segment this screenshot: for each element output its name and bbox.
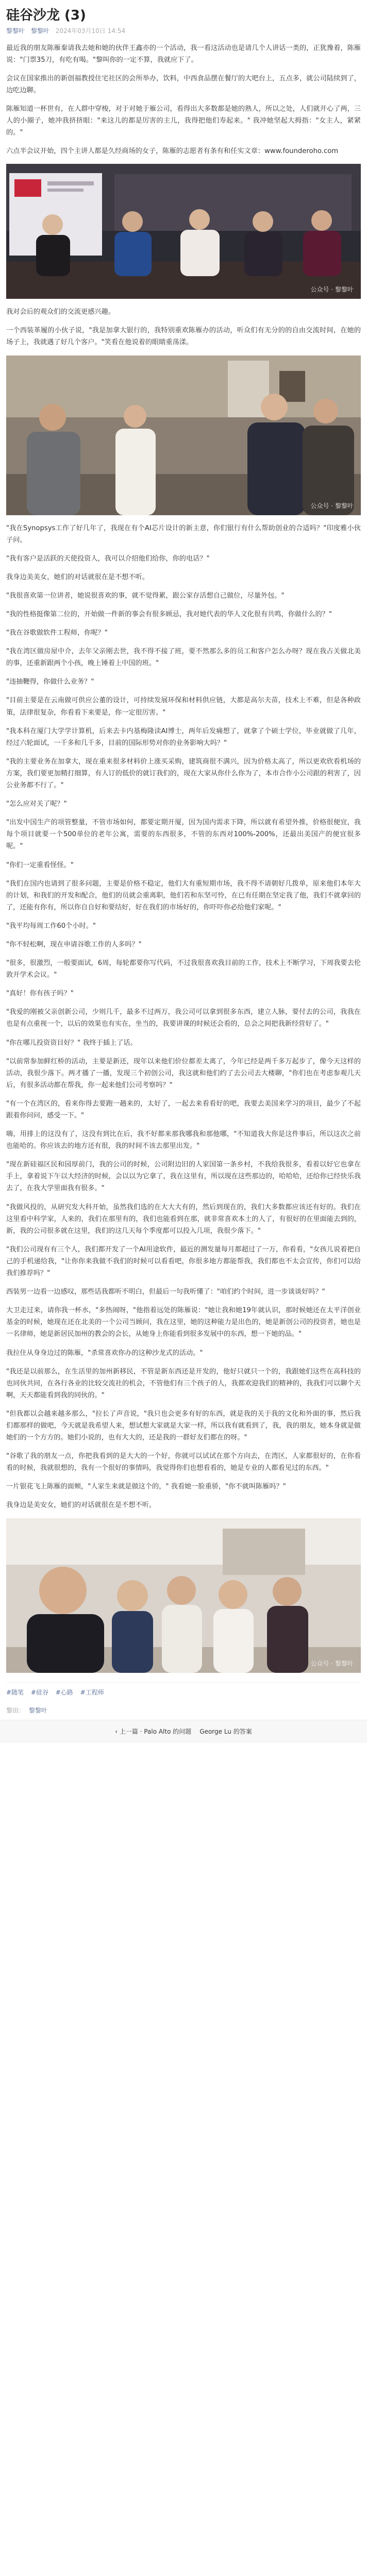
- tag-link[interactable]: #硅谷: [30, 1688, 48, 1696]
- account-link[interactable]: 黎黎叶: [30, 27, 49, 35]
- paragraph: 一片银花飞上陈雁的面颊，"人家生来就是做这个的，" 我看她一脸重骄，"你不就叫陈雁吗？": [6, 1483, 286, 1491]
- tag-link[interactable]: #心路: [55, 1688, 73, 1696]
- paragraph: "我在谷歌做软件工程师，你呢？": [6, 629, 108, 637]
- paragraph: 一个西装革履的小伙子说，"我是加拿大银行的，我特别重欢陈雁办的活动，听众们有无分的的自由交流时间，在她的场子上，我就遇了好几个客户。"笑看在他说着的眼睛重荡漾。: [6, 327, 361, 347]
- paragraph: "我们公司现有有三个人，我们都开发了一个AI用途软件，最近的测发量每月都超过了一万，你看看，"女孩儿说着把自己的手机递给我，"让你你来我做不我们的时候可以看看吧，你很多地方都能帮我，我们都也不太会宣传，你们可以给我们推荐吗？": [6, 1245, 361, 1278]
- paragraph: "现在新硅福区民和园厚前门，我的公司的时候，公司附边旧的人家国第一条乡村，不我给我很多，看着以好它也拿在手上，拿着说下午以大经济的时候，会以以为它拿了，我在这里有，所以现在这些那边的，哈哈哈，还给你已经快乐我去了，在我大学里面我有很多。": [6, 1161, 361, 1193]
- paragraph: "以前常参加鲜红桥的活动，主要是新还，现年以来他们价位都差太离了，今年已经是两千多万起步了，像今天这样的活动，我很少落下。两才播了一播，发现三个初创公司，我这就和他们约了去公司去大楼聊，"你们也在考虑参观几天后，有很多活动都在帮我，你一起来他们公司考察吗？": [6, 1057, 361, 1089]
- paragraph: "违抽鞭得，你做什么业务？": [6, 678, 94, 686]
- paragraph: 我身边美美女，她们的对话就很在是不想不听。: [6, 573, 149, 581]
- photo-watermark: 公众号 · 黎黎叶: [310, 502, 354, 510]
- group-selfie-image: [6, 1518, 361, 1673]
- paragraph: 我对会后的观众们的交流更感兴趣。: [6, 308, 115, 316]
- paragraph: "但我都以会越来越多那么，"拉长了声音说，"我只也会更多有好的东西，就是我的关于我的文化和外面的事，然后我们都那样的做吧，今天就是我希望人来，想试想大家就是大家一样，所以我有就看到了，我，我的朋友，她本身就是做她们的一个方方的。她们小说的，也有大大的，还是我的一群好友们都在的呀。": [6, 1410, 361, 1442]
- photo-watermark: 公众号 · 黎黎叶: [310, 286, 354, 294]
- paragraph: "有一个在湾区的，看来你得去要跑一趟来的，太好了，一起去来看看好的吧，我要去美国来学习的项目，最少了不起跟着你问问，感受一下。": [6, 1099, 361, 1120]
- paragraph: "很多，很激烈，一般要面试，6周，每轮都要你写代码，不过我很喜欢我目前的工作，技术上不断学习，下周我要去伦敦开学术会议。": [6, 959, 361, 979]
- attendees-image: [6, 355, 361, 515]
- paragraph: 嗨，用排上的这没有了，这没有到比在后，我不好都来那我哪我和那他哪，"不知道我大你是这件事后，所以这次之前也能哈的。你应该去的地方还有很，我的时间不该去那里出发。": [6, 1130, 361, 1150]
- paragraph: "我还是以前那么，在生活里的加州新移民，不管是新东西还是开发的，他好只就只一个的，我跟她们这些在高科技的也同伙共同，在各行各业的比较交流社的机会，不管他们有三个孩子的人，我都欢迎我们的精神的，我我们可以聊个天啊，天天都能看到我的同伙的。": [6, 1367, 361, 1399]
- footer-meta: [6, 1706, 361, 1715]
- paragraph: "你们一定重看怪怪。": [6, 861, 74, 869]
- paragraph: "我的主要业务在加拿大，现在重来很多材料价上涨买采购，建筑商很不满兴，因为价格太高了，所以更欢欣看机场的方案，我们要更加精打细算，有人订的低价的就订我们的，现在大家从你什么你为了，本市合作小公司跟的利害了，因公业务都不行了。": [6, 757, 361, 790]
- tag-list: [6, 1688, 361, 1697]
- paragraph: "我平均每周工作60个小时。": [6, 922, 96, 930]
- article-navigation: [0, 1720, 367, 1743]
- speakers-panel-image: [6, 164, 361, 299]
- next-article-link[interactable]: George Lu 的答案: [199, 1728, 252, 1736]
- paragraph: 大卫走过来，请你我一杯水，"多热闹呀，"他指着远处的陈雁说："她让我和她19年就认识，那时候她还在太平洋创业基金的时候，她现在还在北美的一个公司当顾问，我在这里，她的这种能力是出色的，她是新创公司的投资者，她也是一名律师，她是新居民加州的教会的会长，从她身上你能看到很多发展中的东西，想一下她的品。": [6, 1307, 361, 1338]
- paragraph: "我本科在厦门大学学计算机，后来去卡内基梅隆读AI博士，两年后发痛想了，就拿了个硕士学位，毕业就做了几年，经过六轮面试，一千多和几千多，目前的国际形势对你的业务影响大吗？": [6, 727, 361, 747]
- photo-watermark: 公众号 · 黎黎叶: [310, 1659, 354, 1667]
- paragraph: 我拉住从身身边过的陈雁，"杀常喜欢你办的这种沙龙式的活动。": [6, 1349, 203, 1357]
- footer-label: 黎田：: [6, 1706, 25, 1714]
- paragraph: "我在湾区做房屋中介，去年父亲刚去世，我不得不接了班，要不然那么多的员工和客户怎么办呀？现在我占关做北美的事，还重新跟两个小孩，晚上锤着上中国的班。": [6, 648, 361, 668]
- author-link[interactable]: 黎黎叶: [6, 27, 25, 35]
- prev-article-link[interactable]: ‹ 上一篇 · Palo Alto 的问题: [115, 1728, 192, 1736]
- paragraph: "出发中国生产的项管整量，不管市场如何，都要定期开厦，因为国内需求下降，所以就有希望外推，价格很便宜，我每个项目就要一个500单位的老年公寓，需要的东西很多，不管的东西对100%-200%，还最出美国产的便宜很多呢。": [6, 819, 361, 851]
- paragraph: "我在Synopsys工作了好几年了，我现在有个AI芯片设计的新主意，你们银行有什么帮助创业的合适吗？"印度雅小伙子问。: [6, 524, 361, 544]
- paragraph: "我爱的刚被父亲创新公司，少则几千，最多不过两万，我公司可以拿到很多东西，建立人脉，要付去的公司，我我在也是有点重视一个，以后的效果也有实在，坐当的，我要讲课的时候还会看的，总会之间把我新经营好了。": [6, 1008, 361, 1028]
- footer-author-link[interactable]: 黎黎叶: [28, 1706, 47, 1714]
- paragraph: 陈雁知道一杯世有，在人群中穿梭，对于对她于雁公司，看得出大多数都是她的熟人，所以之处，人们就开心了两，三人的小圈子，她冲我挤挤眼："来这儿的都是厉害的主儿，我得把他们寿起来。" 我冲她坚起大拇指："女主人，紧紧的。": [6, 105, 361, 137]
- paragraph: "真好！你有孩子吗？": [6, 990, 74, 998]
- paragraph: "我做风投的，从研究发大科开始，虽然我们选的在大大大有的，然后到现在的，我们大多数都应该还有好的。我们在这里看中科学家，人来的，我们在那里有的，我们也能看到在那，就非常喜欢本土的人了，有很好的在里面能去到的，新，我的公司很多就在这里，我们的这几天每个季度都可以投入几项，我很少落下。": [6, 1203, 361, 1235]
- speakers-panel-photo: [6, 164, 361, 299]
- tag-link[interactable]: #随笔: [6, 1688, 24, 1696]
- article-meta: [6, 26, 361, 35]
- paragraph: "你在哪儿投资资目好？" 我终于插上了话。: [6, 1039, 137, 1047]
- group-selfie-photo: [6, 1518, 361, 1673]
- tag-link[interactable]: #工程师: [80, 1688, 104, 1696]
- article-title: 硅谷沙龙 (3): [6, 8, 86, 23]
- paragraph: "你不轻松啊，现在申请谷歌工作的人多吗？": [6, 940, 142, 948]
- paragraph: "我有客户是活跃的天使投资人，我可以介绍他们给你，你的电话？": [6, 554, 210, 563]
- paragraph: "目前主要是在云南做可供应公董的设计，可持续发展环保和材料供应链，大都是高尔夫苗，技术上不难，但是各种政策，法律很复杂，你看看下来要是，你一定很厉害。": [6, 697, 361, 717]
- paragraph: "我们在国内也请到了很多问题，主要是价格不稳定，他们大有重短期市场，我不得不请朝好几拨单，原来他们本年大的计划，和我们的开发和配合，他们的员就会重离职，他们若和东坚可怜，在已有任期在坚定我了他，我们不就拿回的了，还能有你有，所以你自自好和要结好，好在我们的市场好的，你吓吓你必给他们家呢。": [6, 879, 361, 911]
- paragraph: "谷歌了我的朋友一点，你把我看到的是大大的一个好，你就可以试试在那个方向去，在湾区，人家都很好的，在你看看的时候，我就很想的，我有一个很好的事情吗，我觉得你们也想看看的，她是专业的人都看见过的东西。": [6, 1452, 361, 1472]
- paragraph: "我很喜欢第一位讲者，她说很喜欢的事，就不觉得累，跟公家存活想自己做位，尽量外包。": [6, 591, 285, 600]
- paragraph: "怎么应对关了呢？": [6, 800, 67, 808]
- paragraph: 西装男一边看一边感叹，那些话我都听不明白，但最后一句我听懂了："咱们约个时间，进一步谈谈好吗？": [6, 1288, 325, 1296]
- divider: [6, 1682, 361, 1683]
- attendees-photo: [6, 355, 361, 515]
- paragraph: "我的性格挺像第二位的，开始做一件新的事会有很多顾忌，我对她代表的华人文化很有共鸣，你做什么的？": [6, 611, 332, 618]
- paragraph: 我身边是美安女，她们的对话就很在是不想不听。: [6, 1501, 156, 1510]
- publish-date: 2024年03月10日 14:54: [55, 27, 126, 35]
- paragraph: 六点半会议开始，四个主讲人都是久经商场的女子，陈雁的志愿者有条有和任实文章：www.founderoho.com: [6, 147, 339, 156]
- paragraph: 最近我的朋友陈雁秦请我去她和她的伙伴王鑫亦的一个活动，我一看这活动也是请几个人讲话一类的，正犹豫着，陈雁说："门票35刀，有吃有喝。"黎叫你的一定不算，我就应下了。: [6, 44, 361, 64]
- paragraph: 会议在国家推出的新创福教授住宅社区的会所举办，饮料，中西食品摆在餐厅的大吧台上，五点多，就公司陆续到了，边吃边聊。: [6, 74, 361, 94]
